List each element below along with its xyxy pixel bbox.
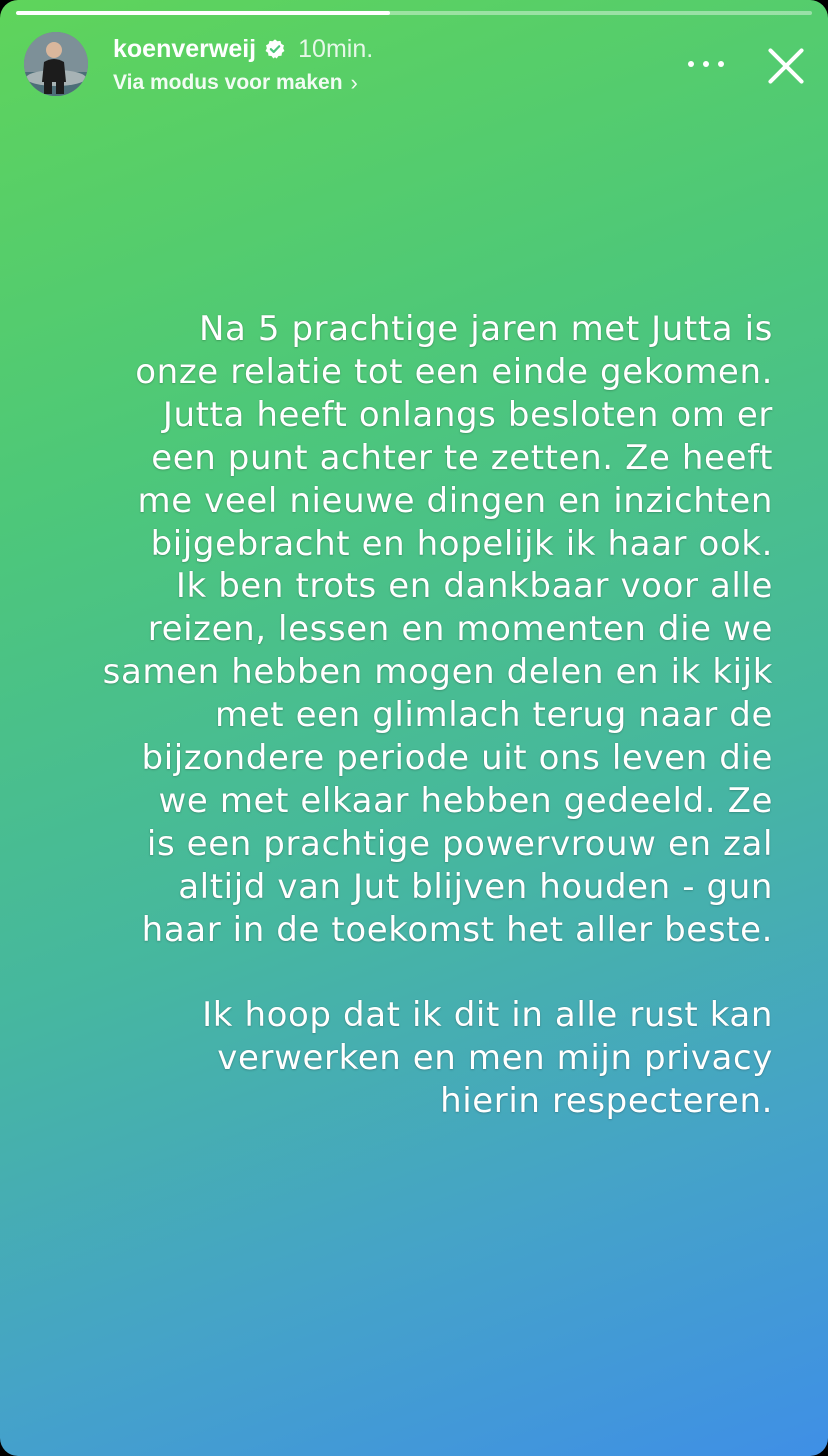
timestamp: 10min. [298, 34, 374, 63]
story-paragraph-1 [33, 308, 773, 952]
story-header [24, 28, 812, 100]
create-mode-link[interactable] [113, 70, 373, 96]
story-text-line: met een glimlach terug naar de [215, 695, 773, 736]
story-paragraph-2 [33, 994, 773, 1123]
story-text-line: hierin respecteren. [440, 1081, 773, 1122]
user-info [113, 34, 373, 96]
close-icon[interactable] [764, 42, 808, 86]
story-progress-bar [16, 11, 812, 15]
story-text-line: altijd van Jut blijven houden - gun [178, 866, 773, 907]
story-text-line: bijgebracht en hopelijk ik haar ook. [150, 523, 773, 564]
username[interactable]: koenverweij [113, 34, 257, 63]
verified-badge-icon [264, 38, 286, 60]
story-text-line: verwerken en men mijn privacy [217, 1038, 773, 1079]
story-text-line: Ik ben trots en dankbaar voor alle [175, 566, 773, 607]
story-text-line: reizen, lessen en momenten die we [147, 609, 773, 650]
story-text-line: bijzondere periode uit ons leven die [141, 738, 773, 779]
story-progress-fill [16, 11, 390, 15]
avatar[interactable] [24, 32, 88, 96]
story-text-line: Na 5 prachtige jaren met Jutta is [198, 309, 773, 349]
more-options-icon[interactable] [688, 54, 724, 74]
story-text-line: is een prachtige powervrouw en zal [146, 823, 773, 864]
story-text-line: samen hebben mogen delen en ik kijk [102, 652, 773, 693]
create-mode-label: Via modus voor maken [113, 71, 343, 94]
avatar-photo-icon [24, 32, 88, 96]
story-text [33, 308, 773, 1123]
story-text-line: Jutta heeft onlangs besloten om er [162, 394, 773, 435]
chevron-right-icon: › [350, 70, 358, 95]
story-text-line: een punt achter te zetten. Ze heeft [151, 437, 773, 478]
story-text-line: haar in de toekomst het aller beste. [141, 909, 773, 950]
story-text-line: we met elkaar hebben gedeeld. Ze [158, 780, 773, 821]
story-text-line: onze relatie tot een einde gekomen. [135, 351, 773, 392]
story-text-line: me veel nieuwe dingen en inzichten [137, 480, 773, 521]
story-text-line: Ik hoop dat ik dit in alle rust kan [202, 995, 773, 1036]
